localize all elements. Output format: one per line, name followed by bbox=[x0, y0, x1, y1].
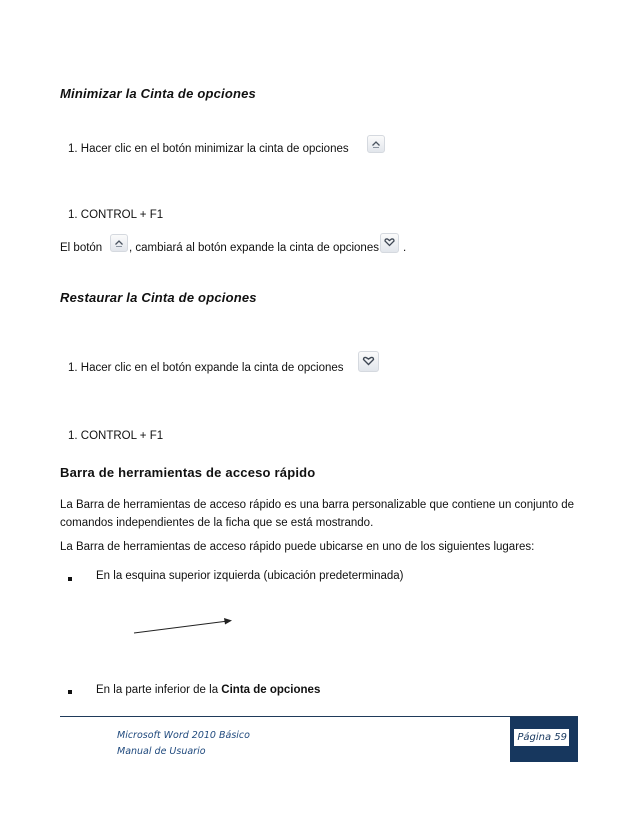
restore-step-keyboard: 1. CONTROL + F1 bbox=[68, 430, 164, 442]
page-number: Página 59 bbox=[514, 729, 572, 746]
toolbar-paragraph-2: La Barra de herramientas de acceso rápido puede ubicarse en uno de los siguientes lugares: bbox=[60, 541, 535, 553]
note-suffix: , cambiará al botón expande la cinta de opciones bbox=[129, 242, 379, 254]
bullet-item-bottom-bold: Cinta de opciones bbox=[221, 684, 321, 696]
section-title-restore: Restaurar la Cinta de opciones bbox=[60, 290, 257, 305]
arrow-icon bbox=[132, 614, 236, 636]
section-title-minimize: Minimizar la Cinta de opciones bbox=[60, 86, 256, 101]
toolbar-paragraph-1 bbox=[60, 496, 580, 532]
note-end: . bbox=[403, 242, 407, 254]
toolbar-paragraph-1-line-2: comandos independientes de la ficha que se está mostrando. bbox=[60, 517, 374, 529]
footer-line-1: Microsoft Word 2010 Básico bbox=[117, 730, 250, 741]
page-number-box bbox=[510, 717, 578, 762]
minimize-step-click: 1. Hacer clic en el botón minimizar la cinta de opciones bbox=[68, 143, 349, 155]
bullet-marker bbox=[68, 577, 72, 581]
footer-divider bbox=[60, 716, 578, 717]
footer-line-2: Manual de Usuario bbox=[117, 746, 206, 757]
restore-step-click: 1. Hacer clic en el botón expande la cinta de opciones bbox=[68, 362, 344, 374]
section-title-toolbar: Barra de herramientas de acceso rápido bbox=[60, 465, 316, 480]
minimize-ribbon-icon bbox=[367, 135, 385, 153]
minimize-step-keyboard: 1. CONTROL + F1 bbox=[68, 209, 164, 221]
expand-ribbon-icon bbox=[358, 351, 379, 372]
bullet-item-top-left: En la esquina superior izquierda (ubicación predeterminada) bbox=[96, 570, 404, 582]
bullet-item-bottom bbox=[96, 684, 320, 696]
bullet-item-bottom-text: En la parte inferior de la bbox=[96, 684, 222, 696]
toolbar-paragraph-1-line-1: La Barra de herramientas de acceso rápido es una barra personalizable que contiene un conjunto de bbox=[60, 499, 575, 511]
note-prefix: El botón bbox=[60, 242, 103, 254]
minimize-ribbon-icon bbox=[110, 234, 128, 252]
expand-ribbon-icon bbox=[380, 233, 399, 253]
bullet-marker bbox=[68, 690, 72, 694]
